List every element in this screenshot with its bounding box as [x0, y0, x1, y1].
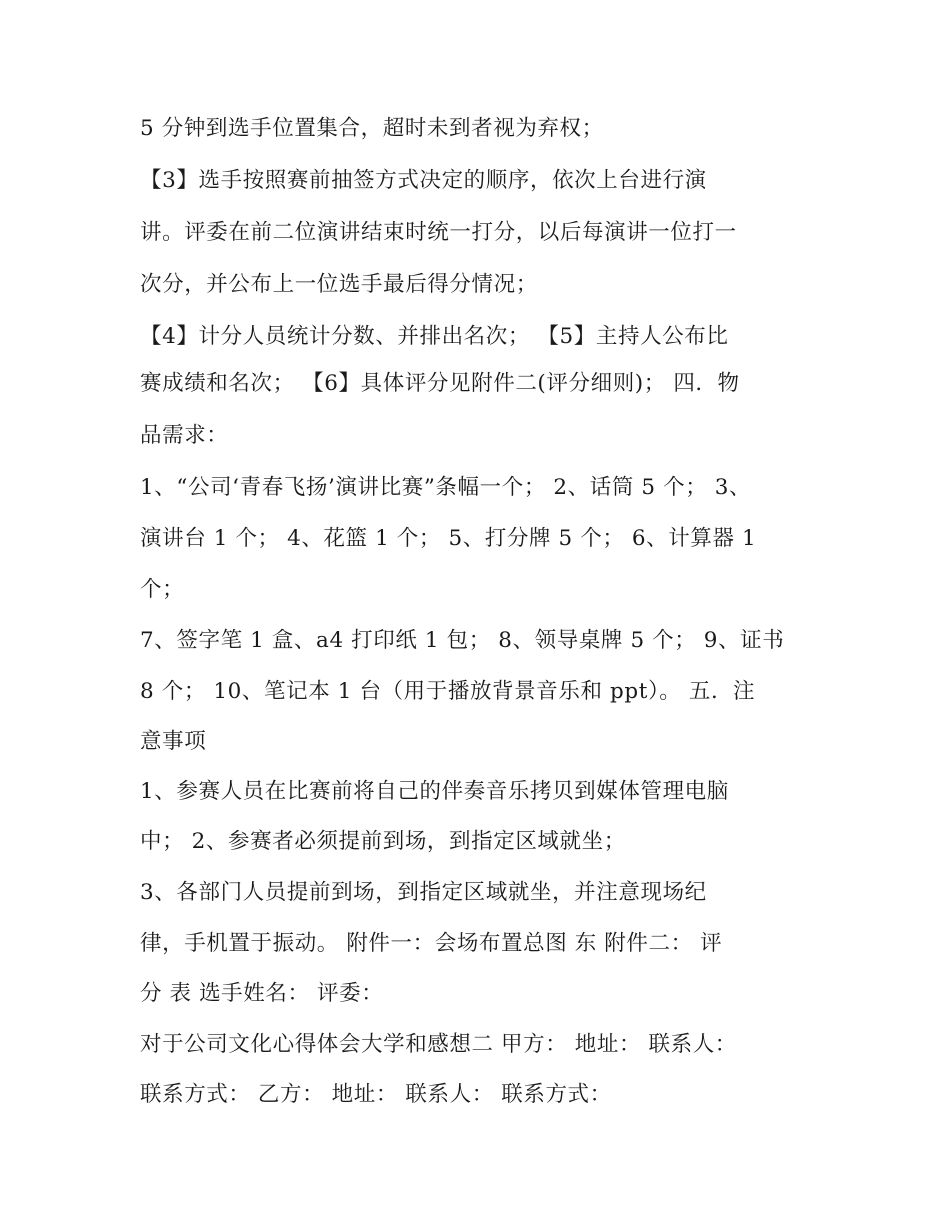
text-line-7: 品需求： [140, 423, 229, 448]
text-line-12: 8 个； 10、笔记本 1 台（用于播放背景音乐和 ppt）。 五．注 [140, 679, 756, 704]
text-line-14: 1、参赛人员在比赛前将自己的伴奏音乐拷贝到媒体管理电脑 [140, 779, 729, 804]
text-line-9: 演讲台 1 个； 4、花篮 1 个； 5、打分牌 5 个； 6、计算器 1 [140, 526, 757, 551]
text-line-16: 3、各部门人员提前到场，到指定区域就坐，并注意现场纪 [140, 880, 707, 905]
text-line-6: 赛成绩和名次； 【6】具体评分见附件二(评分细则)； 四．物 [140, 371, 740, 396]
text-line-2: 【3】选手按照赛前抽签方式决定的顺序，依次上台进行演 [140, 168, 707, 193]
text-line-13: 意事项 [140, 729, 207, 754]
text-line-1: 5 分钟到选手位置集合，超时未到者视为弃权； [140, 116, 604, 141]
text-line-19: 对于公司文化心得体会大学和感想二 甲方： 地址： 联系人： [140, 1032, 737, 1057]
text-line-20: 联系方式： 乙方： 地址： 联系人： 联系方式： [140, 1082, 612, 1107]
text-line-4: 次分，并公布上一位选手最后得分情况； [140, 272, 538, 297]
text-line-3: 讲。评委在前二位演讲结束时统一打分，以后每演讲一位打一 [140, 220, 737, 245]
text-line-15: 中； 2、参赛者必须提前到场，到指定区域就坐； [140, 829, 626, 854]
text-line-17: 律，手机置于振动。 附件一：会场布置总图 东 附件二： 评 [140, 931, 723, 956]
text-line-8: 1、“公司‘青春飞扬’演讲比赛”条幅一个； 2、话筒 5 个； 3、 [140, 475, 752, 500]
text-line-11: 7、签字笔 1 盒、a4 打印纸 1 包； 8、领导桌牌 5 个； 9、证书 [140, 628, 785, 653]
text-line-18: 分 表 选手姓名： 评委： [140, 981, 384, 1006]
text-line-5: 【4】计分人员统计分数、并排出名次； 【5】主持人公布比 [140, 324, 729, 349]
text-line-10: 个； [140, 577, 185, 602]
